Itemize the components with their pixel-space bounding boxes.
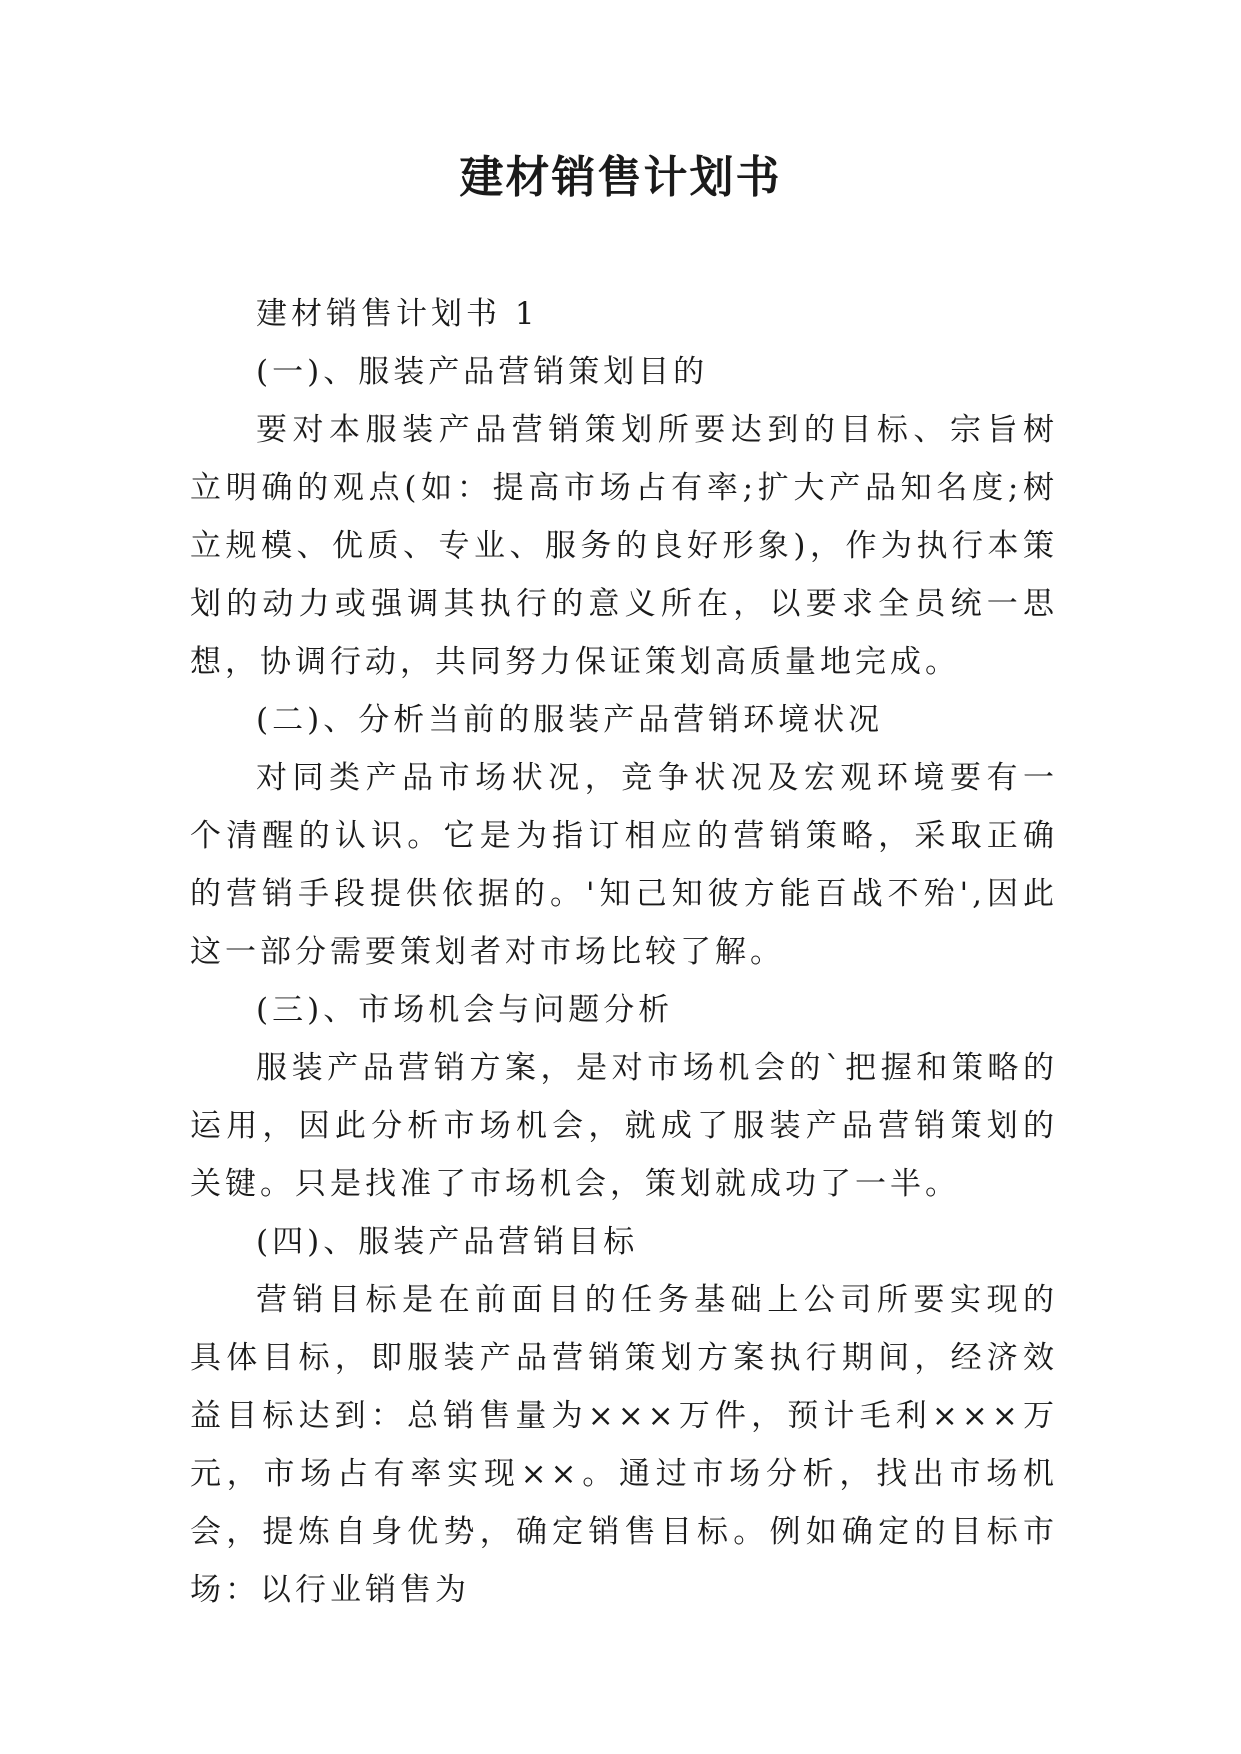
section-heading-3: (三)、市场机会与问题分析 [256,992,674,1028]
document-subtitle: 建材销售计划书 1 [256,296,539,332]
section-heading-4: (四)、服装产品营销目标 [256,1224,639,1260]
document-body [190,285,1058,1619]
section-heading-1: (一)、服装产品营销策划目的 [256,354,709,390]
body-paragraph-1: 要对本服装产品营销策划所要达到的目标、宗旨树立明确的观点(如：提高市场占有率;扩大产品知名度;树立规模、优质、专业、服务的良好形象)，作为执行本策划的动力或强调其执行的意义所在，以要求全员统一思想，协调行动，共同努力保证策划高质量地完成。 [190,412,1058,680]
document-title: 建材销售计划书 [459,152,782,203]
section-heading-2: (二)、分析当前的服装产品营销环境状况 [256,702,884,738]
body-paragraph-3: 服装产品营销方案，是对市场机会的`把握和策略的运用，因此分析市场机会，就成了服装产品营销策划的关键。只是找准了市场机会，策划就成功了一半。 [190,1050,1058,1202]
body-paragraph-4: 营销目标是在前面目的任务基础上公司所要实现的具体目标，即服装产品营销策划方案执行期间，经济效益目标达到：总销售量为×××万件，预计毛利×××万元，市场占有率实现××。通过市场分析，找出市场机会，提炼自身优势，确定销售目标。例如确定的目标市场：以行业销售为 [190,1282,1058,1608]
body-paragraph-2: 对同类产品市场状况，竞争状况及宏观环境要有一个清醒的认识。它是为指订相应的营销策略，采取正确的营销手段提供依据的。'知己知彼方能百战不殆',因此这一部分需要策划者对市场比较了解。 [190,760,1058,970]
